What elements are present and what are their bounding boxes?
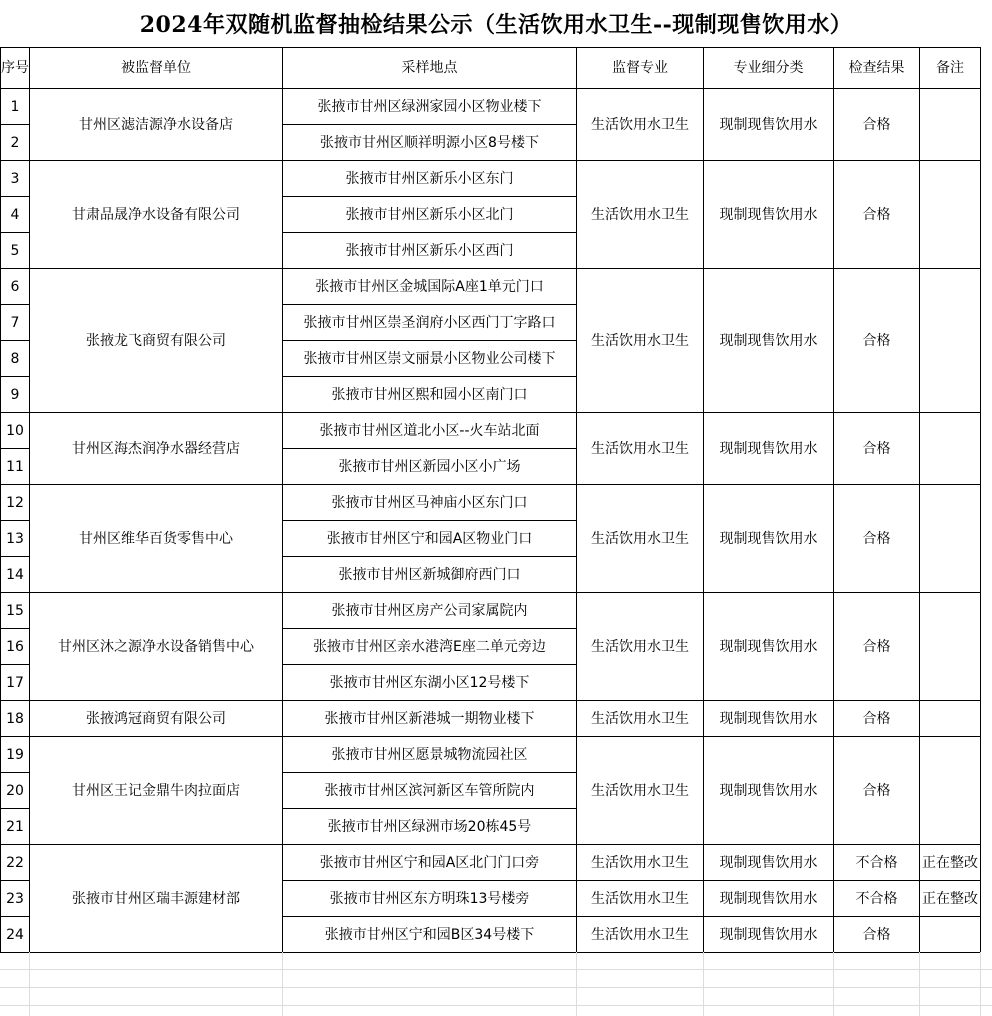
table-row: [1, 701, 981, 737]
sampling-site: 张掖市甘州区宁和园B区34号楼下: [283, 917, 577, 953]
sub-category: 现制现售饮用水: [704, 845, 834, 881]
table-row: [1, 413, 981, 449]
supervision-major: 生活饮用水卫生: [577, 89, 704, 161]
row-seq: 12: [1, 485, 30, 521]
remark: [920, 485, 981, 593]
empty-sheet-grid: [0, 952, 992, 1016]
supervision-major: 生活饮用水卫生: [577, 269, 704, 413]
row-seq: 15: [1, 593, 30, 629]
row-seq: 11: [1, 449, 30, 485]
row-seq: 17: [1, 665, 30, 701]
sampling-site: 张掖市甘州区新乐小区北门: [283, 197, 577, 233]
sampling-site: 张掖市甘州区熙和园小区南门口: [283, 377, 577, 413]
sub-category: 现制现售饮用水: [704, 485, 834, 593]
remark: [920, 413, 981, 485]
sub-category: 现制现售饮用水: [704, 269, 834, 413]
unit-name: 张掖龙飞商贸有限公司: [30, 269, 283, 413]
inspection-result: 不合格: [834, 881, 920, 917]
row-seq: 23: [1, 881, 30, 917]
sampling-site: 张掖市甘州区顺祥明源小区8号楼下: [283, 125, 577, 161]
inspection-result: 合格: [834, 917, 920, 953]
unit-name: 张掖鸿冠商贸有限公司: [30, 701, 283, 737]
sampling-site: 张掖市甘州区宁和园A区北门门口旁: [283, 845, 577, 881]
sampling-site: 张掖市甘州区新港城一期物业楼下: [283, 701, 577, 737]
empty-grid-line: [576, 952, 577, 1016]
inspection-result: 合格: [834, 269, 920, 413]
supervision-major: 生活饮用水卫生: [577, 881, 704, 917]
empty-grid-line: [980, 952, 981, 1016]
table-row: [1, 485, 981, 521]
sampling-site: 张掖市甘州区道北小区--火车站北面: [283, 413, 577, 449]
row-seq: 19: [1, 737, 30, 773]
row-seq: 4: [1, 197, 30, 233]
sampling-site: 张掖市甘州区绿洲市场20栋45号: [283, 809, 577, 845]
unit-name: 甘州区沐之源净水设备销售中心: [30, 593, 283, 701]
sampling-site: 张掖市甘州区马神庙小区东门口: [283, 485, 577, 521]
supervision-major: 生活饮用水卫生: [577, 485, 704, 593]
header-result: 检查结果: [834, 48, 920, 89]
row-seq: 3: [1, 161, 30, 197]
remark: [920, 269, 981, 413]
table-row: [1, 845, 981, 881]
row-seq: 21: [1, 809, 30, 845]
row-seq: 20: [1, 773, 30, 809]
page-title: 2024年双随机监督抽检结果公示（生活饮用水卫生--现制现售饮用水）: [139, 12, 853, 38]
row-seq: 5: [1, 233, 30, 269]
inspection-result: 合格: [834, 593, 920, 701]
inspection-result: 合格: [834, 413, 920, 485]
sampling-site: 张掖市甘州区金城国际A座1单元门口: [283, 269, 577, 305]
remark: [920, 89, 981, 161]
unit-name: 甘州区滤洁源净水设备店: [30, 89, 283, 161]
supervision-major: 生活饮用水卫生: [577, 161, 704, 269]
table-body: [1, 89, 981, 953]
sampling-site: 张掖市甘州区滨河新区车管所院内: [283, 773, 577, 809]
sub-category: 现制现售饮用水: [704, 737, 834, 845]
row-seq: 24: [1, 917, 30, 953]
row-seq: 18: [1, 701, 30, 737]
row-seq: 1: [1, 89, 30, 125]
empty-grid-line: [703, 952, 704, 1016]
sampling-site: 张掖市甘州区东方明珠13号楼旁: [283, 881, 577, 917]
header-remark: 备注: [920, 48, 981, 89]
remark: [920, 593, 981, 701]
header-seq: 序号: [1, 48, 30, 89]
sampling-site: 张掖市甘州区新乐小区西门: [283, 233, 577, 269]
sampling-site: 张掖市甘州区新乐小区东门: [283, 161, 577, 197]
sub-category: 现制现售饮用水: [704, 89, 834, 161]
supervision-major: 生活饮用水卫生: [577, 701, 704, 737]
sampling-site: 张掖市甘州区新园小区小广场: [283, 449, 577, 485]
row-seq: 13: [1, 521, 30, 557]
supervision-major: 生活饮用水卫生: [577, 917, 704, 953]
table-row: [1, 593, 981, 629]
inspection-result: 不合格: [834, 845, 920, 881]
row-seq: 6: [1, 269, 30, 305]
sampling-site: 张掖市甘州区崇圣润府小区西门丁字路口: [283, 305, 577, 341]
unit-name: 甘州区维华百货零售中心: [30, 485, 283, 593]
row-seq: 22: [1, 845, 30, 881]
sampling-site: 张掖市甘州区愿景城物流园社区: [283, 737, 577, 773]
remark: 正在整改: [920, 845, 981, 881]
header-row: [1, 48, 981, 89]
sub-category: 现制现售饮用水: [704, 881, 834, 917]
table-row: [1, 269, 981, 305]
row-seq: 14: [1, 557, 30, 593]
empty-grid-line: [29, 952, 30, 1016]
unit-name: 甘州区王记金鼎牛肉拉面店: [30, 737, 283, 845]
inspection-result: 合格: [834, 737, 920, 845]
table-row: [1, 89, 981, 125]
remark: [920, 737, 981, 845]
remark: 正在整改: [920, 881, 981, 917]
sampling-site: 张掖市甘州区东湖小区12号楼下: [283, 665, 577, 701]
inspection-result: 合格: [834, 701, 920, 737]
header-unit: 被监督单位: [30, 48, 283, 89]
results-table: [0, 47, 981, 953]
supervision-major: 生活饮用水卫生: [577, 413, 704, 485]
header-category: 专业细分类: [704, 48, 834, 89]
unit-name: 张掖市甘州区瑞丰源建材部: [30, 845, 283, 953]
row-seq: 10: [1, 413, 30, 449]
row-seq: 2: [1, 125, 30, 161]
remark: [920, 701, 981, 737]
sampling-site: 张掖市甘州区宁和园A区物业门口: [283, 521, 577, 557]
table-row: [1, 737, 981, 773]
row-seq: 7: [1, 305, 30, 341]
sub-category: 现制现售饮用水: [704, 593, 834, 701]
sampling-site: 张掖市甘州区崇文丽景小区物业公司楼下: [283, 341, 577, 377]
row-seq: 8: [1, 341, 30, 377]
sub-category: 现制现售饮用水: [704, 413, 834, 485]
empty-grid-line: [833, 952, 834, 1016]
sub-category: 现制现售饮用水: [704, 161, 834, 269]
sampling-site: 张掖市甘州区房产公司家属院内: [283, 593, 577, 629]
sampling-site: 张掖市甘州区亲水港湾E座二单元旁边: [283, 629, 577, 665]
header-major: 监督专业: [577, 48, 704, 89]
empty-grid-line: [282, 952, 283, 1016]
row-seq: 9: [1, 377, 30, 413]
supervision-major: 生活饮用水卫生: [577, 737, 704, 845]
row-seq: 16: [1, 629, 30, 665]
empty-grid-line: [919, 952, 920, 1016]
unit-name: 甘州区海杰润净水器经营店: [30, 413, 283, 485]
header-site: 采样地点: [283, 48, 577, 89]
inspection-result: 合格: [834, 161, 920, 269]
sampling-site: 张掖市甘州区绿洲家园小区物业楼下: [283, 89, 577, 125]
table-row: [1, 161, 981, 197]
remark: [920, 161, 981, 269]
remark: [920, 917, 981, 953]
supervision-major: 生活饮用水卫生: [577, 845, 704, 881]
inspection-result: 合格: [834, 89, 920, 161]
sub-category: 现制现售饮用水: [704, 701, 834, 737]
sub-category: 现制现售饮用水: [704, 917, 834, 953]
sampling-site: 张掖市甘州区新城御府西门口: [283, 557, 577, 593]
inspection-result: 合格: [834, 485, 920, 593]
unit-name: 甘肃品晟净水设备有限公司: [30, 161, 283, 269]
supervision-major: 生活饮用水卫生: [577, 593, 704, 701]
